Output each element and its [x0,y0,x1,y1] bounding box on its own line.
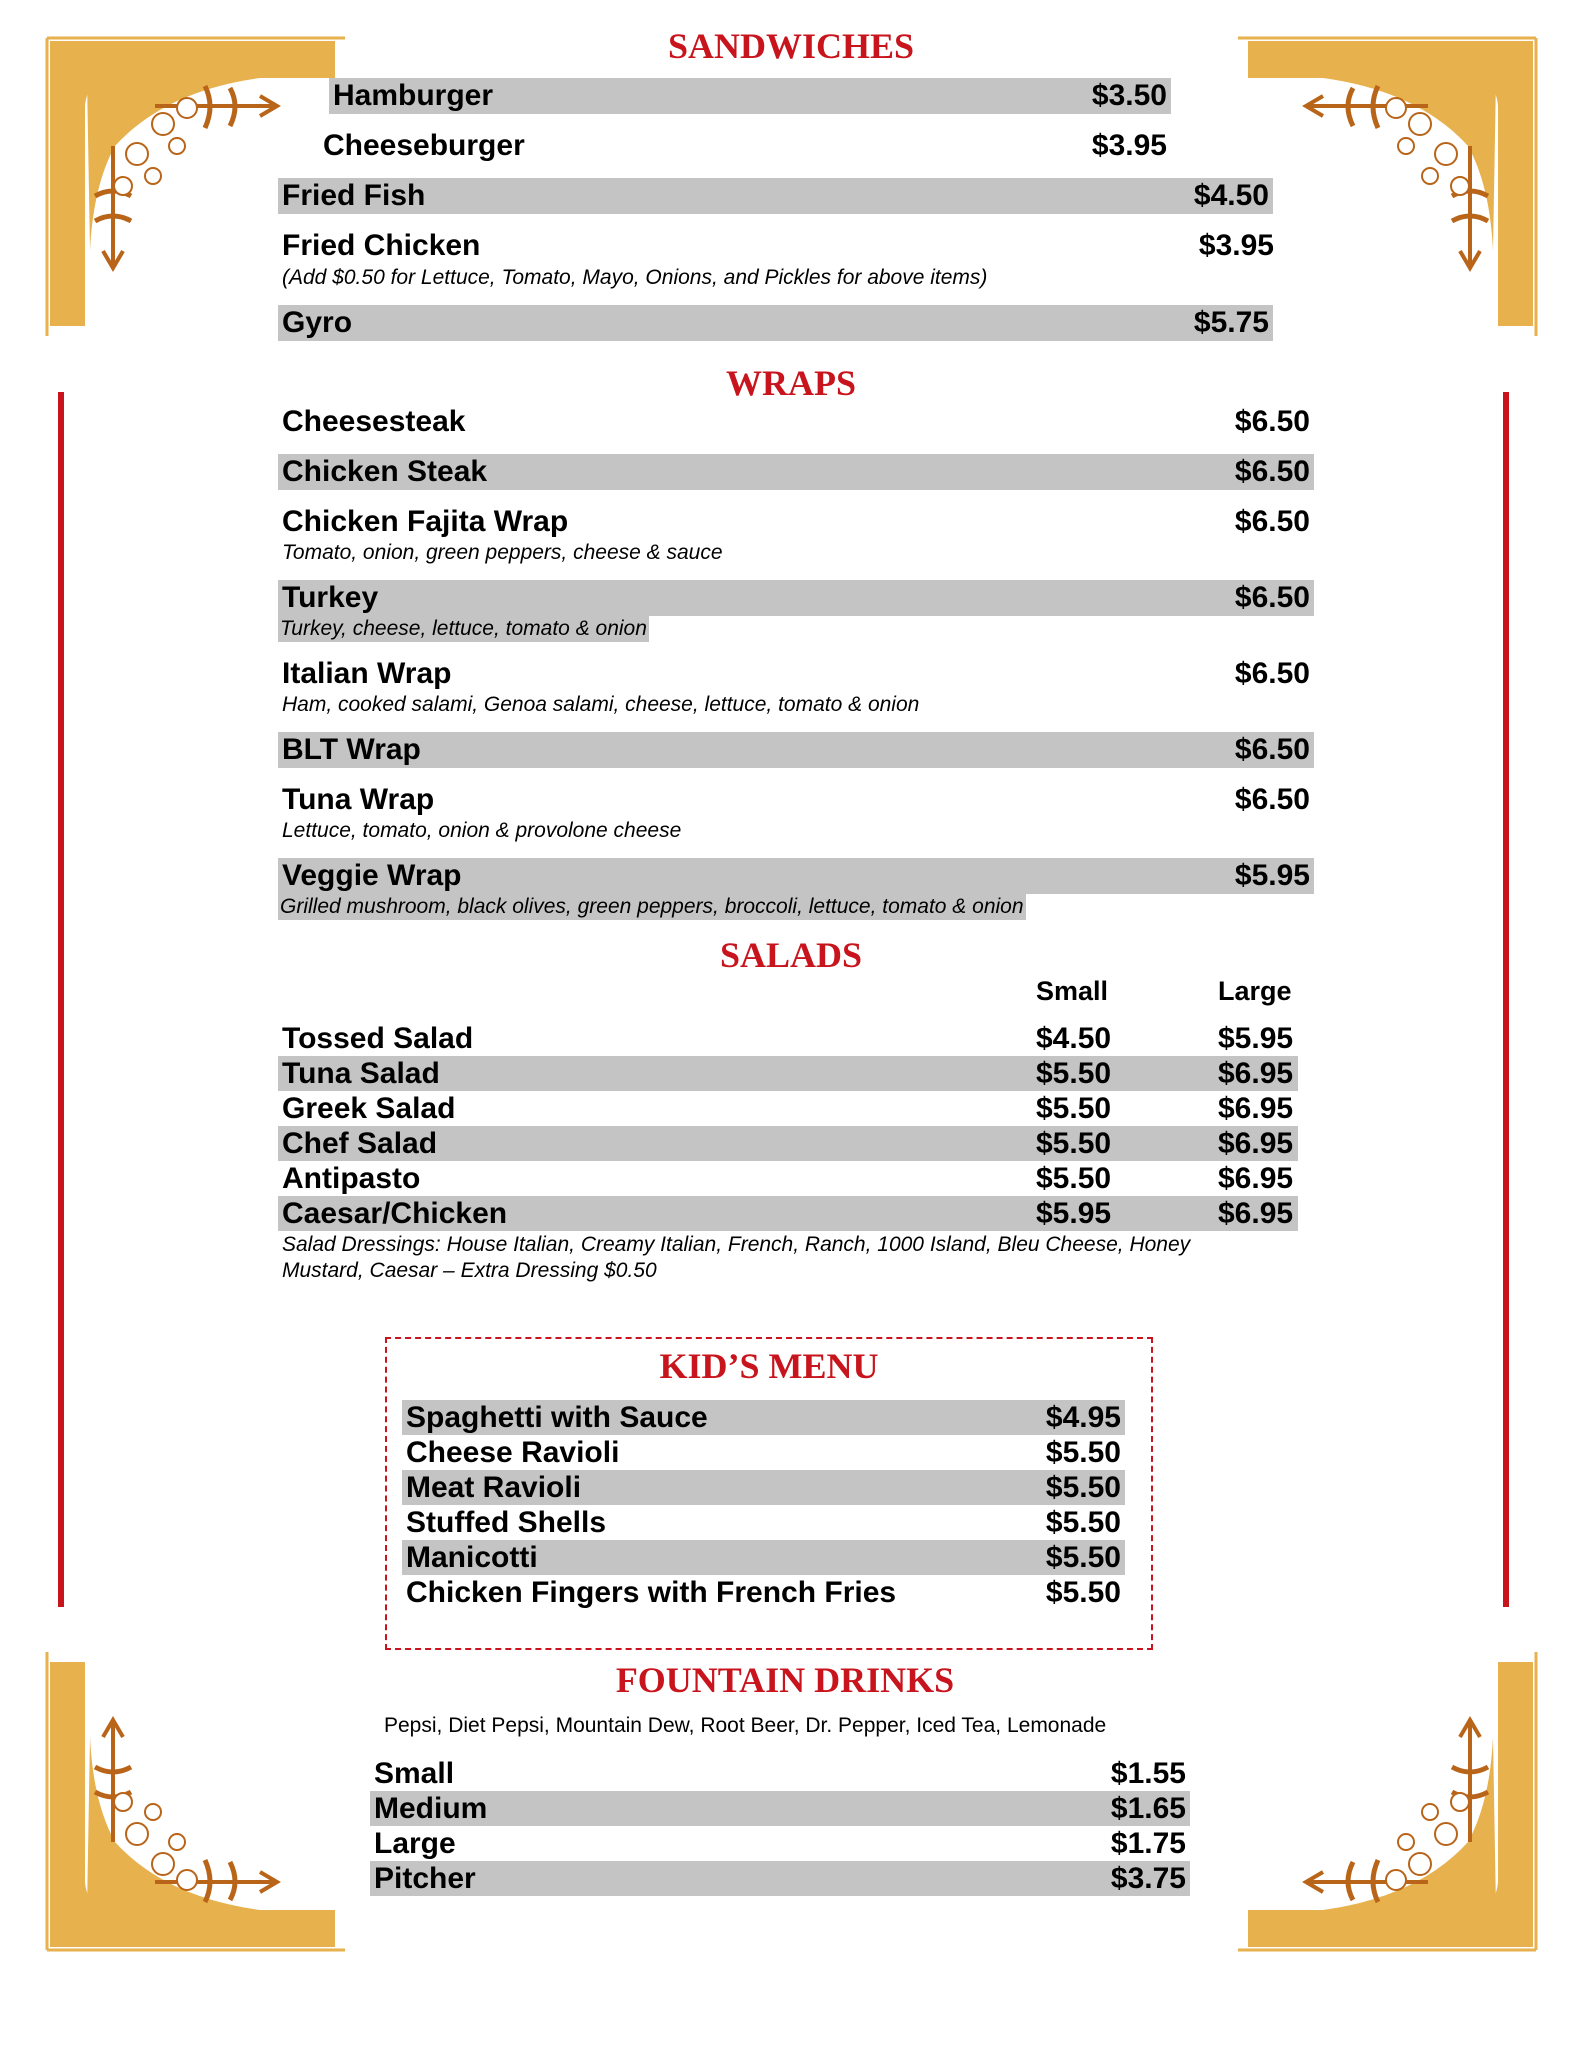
item-price: $1.55 [1110,1757,1186,1790]
item-price: $6.50 [1234,405,1310,438]
kids-row [402,1505,1125,1540]
item-price: $3.75 [1110,1862,1186,1895]
item-price: $3.95 [1198,229,1274,262]
item-price: $6.50 [1234,505,1310,538]
salad-dressings-note: Salad Dressings: House Italian, Creamy Italian, French, Ranch, 1000 Island, Bleu Cheese, Honey [282,1233,1191,1256]
item-name: Manicotti [406,1541,538,1574]
item-price: $5.50 [1045,1506,1121,1539]
large-price: $6.95 [1218,1197,1294,1230]
item-name: Gyro [282,306,353,339]
item-price: $6.50 [1234,657,1310,690]
item-price: $6.50 [1234,455,1310,488]
large-price: $6.95 [1218,1092,1294,1125]
kids-row [402,1435,1125,1470]
item-price: $3.95 [1091,129,1167,162]
menu-row [278,858,1314,894]
small-price: $4.50 [1036,1022,1112,1055]
menu-row [278,782,1314,818]
item-name: Hamburger [333,79,494,112]
item-price: $6.50 [1234,783,1310,816]
item-name: Chicken Steak [282,455,488,488]
left-border-line [58,392,64,1607]
item-price: $5.95 [1234,859,1310,892]
menu-row [278,656,1314,692]
drinks-row [370,1756,1190,1791]
kids-row [402,1540,1125,1575]
item-name: Cheesesteak [282,405,466,438]
salad-dressings-note-cont: Mustard, Caesar – Extra Dressing $0.50 [282,1259,657,1282]
kids-row [402,1575,1125,1610]
item-price: $5.50 [1045,1436,1121,1469]
menu-row [319,128,1171,164]
item-price: $5.50 [1045,1541,1121,1574]
item-name: Fried Chicken [282,229,481,262]
item-price: $1.75 [1110,1827,1186,1860]
item-price: $4.50 [1193,179,1269,212]
drinks-row [370,1791,1190,1826]
small-price: $5.95 [1036,1197,1112,1230]
menu-row [278,454,1314,490]
menu-row [278,732,1314,768]
item-price: $1.65 [1110,1792,1186,1825]
item-name: Chef Salad [282,1127,438,1160]
item-description: Ham, cooked salami, Genoa salami, cheese, lettuce, tomato & onion [282,693,920,716]
salad-row [278,1021,1298,1056]
item-name: Veggie Wrap [282,859,462,892]
wraps-title: WRAPS [725,363,856,403]
item-name: Large [374,1827,456,1860]
item-price: $6.50 [1234,581,1310,614]
salad-header-row [278,973,1298,1009]
item-name: Antipasto [282,1162,421,1195]
item-name: Chicken Fajita Wrap [282,505,569,538]
small-price: $5.50 [1036,1127,1112,1160]
salad-row [278,1196,1298,1231]
salad-row [278,1161,1298,1196]
col-small-header: Small [1036,976,1109,1006]
small-price: $5.50 [1036,1092,1112,1125]
large-price: $6.95 [1218,1057,1294,1090]
item-name: Chicken Fingers with French Fries [406,1576,897,1609]
item-name: Meat Ravioli [406,1471,582,1504]
large-price: $6.95 [1218,1127,1294,1160]
corner-ornament-top-right [1238,36,1538,336]
item-name: Stuffed Shells [406,1506,607,1539]
large-price: $6.95 [1218,1162,1294,1195]
small-price: $5.50 [1036,1057,1112,1090]
kids-row [402,1400,1125,1435]
salad-row [278,1126,1298,1161]
salad-row [278,1091,1298,1126]
item-name: Turkey [282,581,379,614]
sandwich-note: (Add $0.50 for Lettuce, Tomato, Mayo, Onions, and Pickles for above items) [282,266,988,289]
item-name: Medium [374,1792,488,1825]
item-price: $6.50 [1234,733,1310,766]
item-name: Small [374,1757,455,1790]
item-name: Spaghetti with Sauce [406,1401,708,1434]
col-large-header: Large [1218,976,1292,1006]
kids-menu-title: KID’S MENU [659,1346,879,1386]
item-description: Grilled mushroom, black olives, green peppers, broccoli, lettuce, tomato & onion [280,895,1024,918]
drinks-row [370,1861,1190,1896]
item-name: Tuna Wrap [282,783,435,816]
kids-row [402,1470,1125,1505]
item-price: $5.50 [1045,1576,1121,1609]
menu-row [278,305,1273,341]
item-description: Turkey, cheese, lettuce, tomato & onion [280,617,647,640]
item-name: Tossed Salad [282,1022,474,1055]
menu-row [278,404,1314,440]
salad-row [278,1056,1298,1091]
drink-flavors: Pepsi, Diet Pepsi, Mountain Dew, Root Beer, Dr. Pepper, Iced Tea, Lemonade [384,1714,1107,1737]
drinks-row [370,1826,1190,1861]
large-price: $5.95 [1218,1022,1294,1055]
item-name: Caesar/Chicken [282,1197,508,1230]
item-price: $4.95 [1045,1401,1121,1434]
item-name: Greek Salad [282,1092,456,1125]
right-border-line [1503,392,1509,1607]
item-name: Cheeseburger [323,129,525,162]
item-name: Pitcher [374,1862,476,1895]
item-name: BLT Wrap [282,733,421,766]
drinks-title: FOUNTAIN DRINKS [615,1660,955,1700]
item-description: Lettuce, tomato, onion & provolone cheese [282,819,682,842]
item-price: $5.75 [1193,306,1269,339]
salads-title: SALADS [719,935,863,975]
item-price: $5.50 [1045,1471,1121,1504]
menu-row [278,580,1314,616]
menu-row [278,178,1273,214]
sandwiches-title: SANDWICHES [667,26,915,66]
menu-row [278,228,1278,264]
item-name: Cheese Ravioli [406,1436,620,1469]
item-name: Tuna Salad [282,1057,440,1090]
menu-row [329,78,1171,114]
small-price: $5.50 [1036,1162,1112,1195]
item-name: Italian Wrap [282,657,452,690]
item-description: Tomato, onion, green peppers, cheese & sauce [282,541,723,564]
item-name: Fried Fish [282,179,426,212]
item-price: $3.50 [1091,79,1167,112]
menu-row [278,504,1314,540]
